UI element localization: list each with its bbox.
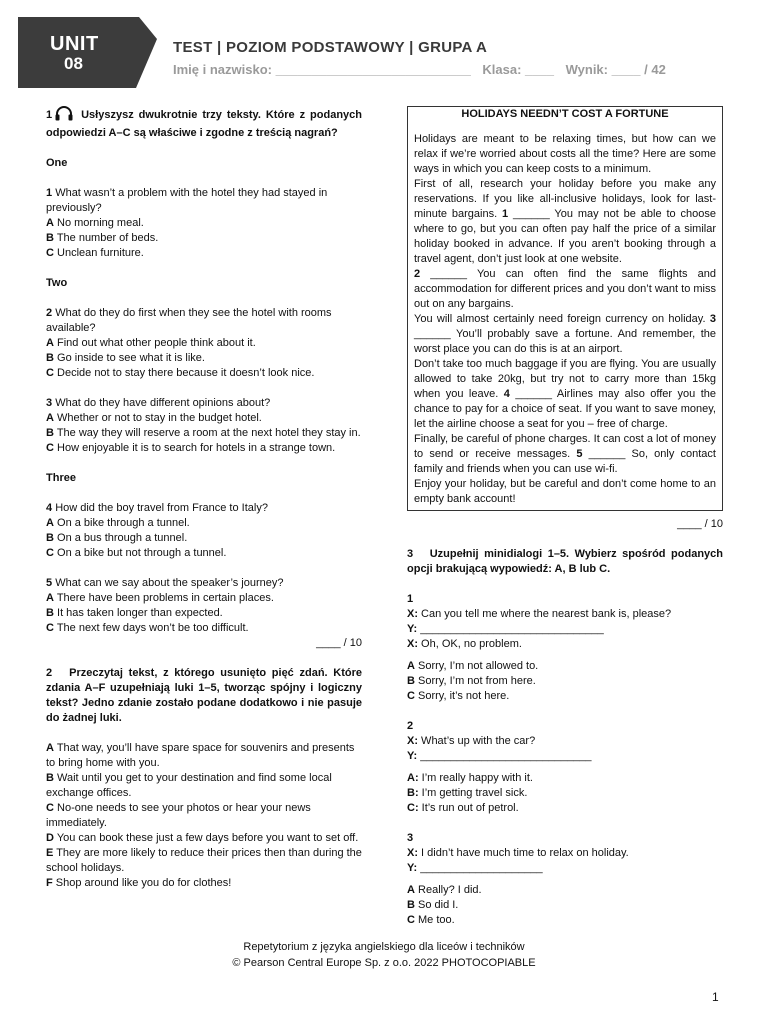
speaker-label: Y: bbox=[407, 862, 418, 874]
option-text: The number of beds. bbox=[56, 232, 159, 244]
option-text: Wait until you get to your destination and find some local exchange offices. bbox=[46, 772, 332, 799]
option-text: No morning meal. bbox=[57, 217, 144, 229]
option-letter: B bbox=[46, 532, 54, 544]
instruction-text: Uzupełnij minidialogi 1–5. Wybierz spośród podanych opcji brakującą wypowiedź: A, B lub C. bbox=[407, 548, 723, 575]
option-letter: C: bbox=[407, 802, 419, 814]
dialogue-line bbox=[407, 749, 723, 764]
sentence-option bbox=[46, 846, 362, 876]
section-label: Two bbox=[46, 277, 68, 289]
speaker-label: X: bbox=[407, 847, 418, 859]
reading-text: ______ You’ll probably save a fortune. And remember, the worst place you can do this is at an airport. bbox=[414, 328, 716, 355]
gap-number: 2 bbox=[414, 268, 421, 280]
answer-option bbox=[407, 883, 723, 898]
dialogue-line bbox=[407, 846, 723, 861]
option-text: There have been problems in certain places. bbox=[56, 592, 274, 604]
option-letter: F bbox=[46, 877, 53, 889]
instruction-text: Usłyszysz dwukrotnie trzy teksty. Które z podanych odpowiedzi A–C są właściwe i zgodne z treścią nagrań? bbox=[46, 109, 362, 139]
dialogue-text: ____________________________ bbox=[417, 750, 592, 762]
exercise-number: 3 bbox=[407, 548, 414, 560]
option-text: You can book these just a few days before you want to set off. bbox=[56, 832, 359, 844]
sentence-option bbox=[46, 831, 362, 846]
reading-text-box bbox=[407, 106, 723, 511]
option-text: On a bus through a tunnel. bbox=[57, 532, 188, 544]
answer-option bbox=[46, 231, 362, 246]
option-text: On a bike but not through a tunnel. bbox=[57, 547, 227, 559]
answer-option bbox=[46, 336, 362, 351]
option-text: That way, you’ll have spare space for souvenirs and presents to bring home with you. bbox=[46, 742, 355, 769]
dialogue-line bbox=[407, 861, 723, 876]
gap-number: 5 bbox=[576, 448, 583, 460]
question-number: 1 bbox=[46, 187, 53, 199]
answer-option bbox=[407, 786, 723, 801]
option-text: So did I. bbox=[414, 899, 459, 911]
option-letter: B bbox=[46, 607, 54, 619]
option-letter: C bbox=[407, 690, 415, 702]
headphones-icon bbox=[54, 106, 74, 126]
dialogue-line bbox=[407, 607, 723, 622]
footer-line-1: Repetytorium z języka angielskiego dla liceów i techników bbox=[243, 941, 525, 953]
option-letter: C bbox=[46, 622, 54, 634]
option-text: Unclean furniture. bbox=[57, 247, 144, 259]
answer-option bbox=[46, 246, 362, 261]
option-letter: A bbox=[407, 660, 415, 672]
exercise-number: 2 bbox=[46, 667, 53, 679]
section-label: Three bbox=[46, 472, 76, 484]
reading-paragraph bbox=[414, 312, 716, 357]
option-text: Shop around like you do for clothes! bbox=[55, 877, 232, 889]
exercise-number: 1 bbox=[46, 109, 53, 121]
left-column bbox=[46, 106, 362, 891]
option-letter: A bbox=[46, 742, 54, 754]
reading-paragraph bbox=[414, 477, 716, 507]
question bbox=[46, 186, 362, 216]
exercise-1-body bbox=[46, 141, 362, 636]
option-letter: A bbox=[407, 884, 415, 896]
option-letter: B bbox=[46, 427, 54, 439]
answer-option bbox=[407, 674, 723, 689]
option-letter: B bbox=[46, 232, 54, 244]
dialogue-text: ______________________________ bbox=[417, 623, 604, 635]
answer-option bbox=[46, 426, 362, 441]
option-letter: A bbox=[46, 412, 54, 424]
speaker-label: X: bbox=[407, 608, 418, 620]
option-text: It has taken longer than expected. bbox=[57, 607, 223, 619]
dialogue-text: What’s up with the car? bbox=[418, 735, 536, 747]
option-text: Sorry, I’m not allowed to. bbox=[414, 660, 539, 672]
sentence-option bbox=[46, 801, 362, 831]
option-text: They are more likely to reduce their prices then than during the school holidays. bbox=[46, 847, 362, 874]
option-letter: C bbox=[46, 802, 54, 814]
option-letter: C bbox=[46, 367, 54, 379]
option-text: No-one needs to see your photos or hear your news immediately. bbox=[46, 802, 311, 829]
gap-number: 1 bbox=[502, 208, 509, 220]
answer-option bbox=[46, 591, 362, 606]
exercise-2-score: ____ / 10 bbox=[677, 518, 723, 530]
reading-body bbox=[414, 132, 716, 507]
option-letter: A bbox=[46, 592, 54, 604]
dialogue-line bbox=[407, 637, 723, 652]
answer-option bbox=[46, 621, 362, 636]
option-letter: B bbox=[46, 352, 54, 364]
sentence-option bbox=[46, 771, 362, 801]
dialogue-number: 2 bbox=[407, 720, 414, 732]
unit-badge bbox=[18, 17, 157, 88]
option-letter: B bbox=[46, 772, 54, 784]
option-text: Sorry, I’m not from here. bbox=[414, 675, 536, 687]
question-number: 2 bbox=[46, 307, 53, 319]
reading-text: Finally, be careful of phone charges. It can cost a lot of money to send or receive messages. bbox=[414, 433, 716, 460]
sentence-option bbox=[46, 876, 362, 891]
name-field: Imię i nazwisko: ___________________________ bbox=[173, 62, 471, 77]
speaker-label: X: bbox=[407, 638, 418, 650]
answer-option bbox=[46, 441, 362, 456]
exercise-2-options bbox=[46, 741, 362, 891]
reading-paragraph bbox=[414, 132, 716, 177]
option-text: The next few days won’t be too difficult. bbox=[56, 622, 249, 634]
unit-label: UNIT bbox=[50, 33, 99, 55]
reading-text: ______ So, only contact family and friends when you can use wi-fi. bbox=[414, 448, 716, 475]
option-text: I’m really happy with it. bbox=[418, 772, 533, 784]
unit-number: 08 bbox=[64, 54, 83, 73]
dialogue-number: 1 bbox=[407, 593, 414, 605]
exercise-3-body bbox=[407, 592, 723, 928]
instruction-text: Przeczytaj tekst, z którego usunięto pięć zdań. Które zdania A–F uzupełniają luki 1–5, tworząc spójny i logiczny tekst? Jedno zdanie zostało podane dodatkowo i nie pasuje do żadnej luki. bbox=[46, 667, 362, 724]
dialogue-line bbox=[407, 734, 723, 749]
page-number: 1 bbox=[712, 990, 719, 1004]
option-letter: C bbox=[46, 547, 54, 559]
question bbox=[46, 396, 362, 411]
question-text: What do they do first when they see the hotel with rooms available? bbox=[46, 307, 332, 334]
option-text: Go inside to see what it is like. bbox=[57, 352, 205, 364]
question-text: What can we say about the speaker’s journey? bbox=[55, 577, 284, 589]
option-letter: E bbox=[46, 847, 54, 859]
option-text: Whether or not to stay in the budget hotel. bbox=[57, 412, 262, 424]
answer-option bbox=[407, 771, 723, 786]
speaker-label: X: bbox=[407, 735, 418, 747]
answer-option bbox=[46, 606, 362, 621]
sentence-option bbox=[46, 741, 362, 771]
answer-option bbox=[46, 411, 362, 426]
answer-option bbox=[46, 366, 362, 381]
gap-number: 4 bbox=[503, 388, 510, 400]
reading-text: You will almost certainly need foreign currency on holiday. bbox=[414, 313, 710, 325]
reading-paragraph bbox=[414, 357, 716, 432]
footer-line-2: © Pearson Central Europe Sp. z o.o. 2022 PHOTOCOPIABLE bbox=[232, 957, 536, 969]
dialogue-line bbox=[407, 622, 723, 637]
option-text: The way they will reserve a room at the next hotel they stay in. bbox=[56, 427, 361, 439]
option-letter: C bbox=[46, 247, 54, 259]
answer-option bbox=[46, 351, 362, 366]
dialogue-text: I didn’t have much time to relax on holiday. bbox=[418, 847, 629, 859]
option-letter: A bbox=[46, 517, 54, 529]
speaker-label: Y: bbox=[407, 750, 418, 762]
question-text: How did the boy travel from France to Italy? bbox=[55, 502, 268, 514]
reading-text: ______ Airlines may also offer you the chance to pay for a choice of seat. If you want to save money, let the airline choose a seat for you – free of charge. bbox=[414, 388, 717, 430]
option-text: Really? I did. bbox=[414, 884, 482, 896]
answer-option bbox=[407, 898, 723, 913]
answer-option bbox=[46, 531, 362, 546]
option-text: I’m getting travel sick. bbox=[418, 787, 528, 799]
reading-text: ______ You may not be able to choose where to go, but you can often pay half the price of a similar holiday booked in advance. If you aren’t booking through a travel agent, don’t just look at one website. bbox=[414, 208, 716, 265]
gap-number: 3 bbox=[709, 313, 716, 325]
answer-option bbox=[407, 801, 723, 816]
option-letter: C bbox=[46, 442, 54, 454]
reading-paragraph bbox=[414, 432, 716, 477]
right-column bbox=[407, 106, 723, 928]
question bbox=[46, 306, 362, 336]
exercise-1-score: ____ / 10 bbox=[316, 637, 362, 649]
exercise-1-instruction bbox=[46, 106, 362, 141]
reading-text: First of all, research your holiday before you make any reservations. If you like all-inclusive holidays, look for last-minute bargains. bbox=[414, 178, 716, 220]
reading-title: HOLIDAYS NEEDN’T COST A FORTUNE bbox=[461, 108, 669, 120]
option-letter: A bbox=[46, 217, 54, 229]
option-text: Find out what other people think about it. bbox=[57, 337, 256, 349]
answer-option bbox=[46, 516, 362, 531]
exercise-2-instruction bbox=[46, 666, 362, 726]
option-letter: B bbox=[407, 899, 415, 911]
dialogue-number: 3 bbox=[407, 832, 414, 844]
option-letter: C bbox=[407, 914, 415, 926]
option-text: Decide not to stay there because it doesn’t look nice. bbox=[57, 367, 315, 379]
question-number: 5 bbox=[46, 577, 53, 589]
option-letter: B bbox=[407, 675, 415, 687]
option-text: Me too. bbox=[414, 914, 455, 926]
dialogue-text: Oh, OK, no problem. bbox=[418, 638, 522, 650]
answer-option bbox=[46, 546, 362, 561]
answer-option bbox=[407, 913, 723, 928]
question-number: 3 bbox=[46, 397, 53, 409]
exercise-3-instruction bbox=[407, 547, 723, 577]
answer-option bbox=[407, 659, 723, 674]
question-text: What wasn’t a problem with the hotel they had stayed in previously? bbox=[46, 187, 328, 214]
question bbox=[46, 501, 362, 516]
question-text: What do they have different opinions about? bbox=[55, 397, 271, 409]
reading-text: ______ You can often find the same flights and accommodation for different prices and you don’t want to miss out on any bargains. bbox=[414, 268, 716, 310]
option-text: Sorry, it’s not here. bbox=[414, 690, 510, 702]
option-letter: A: bbox=[407, 772, 419, 784]
section-label: One bbox=[46, 157, 68, 169]
answer-option bbox=[46, 216, 362, 231]
reading-text: Enjoy your holiday, but be careful and don’t come home to an empty bank account! bbox=[414, 478, 716, 505]
reading-text: Don’t take too much baggage if you are flying. You are usually allowed to take 20kg, but try not to carry more than 15kg when you leave. bbox=[414, 358, 716, 400]
question-number: 4 bbox=[46, 502, 53, 514]
option-text: It’s run out of petrol. bbox=[418, 802, 519, 814]
reading-paragraph bbox=[414, 177, 716, 267]
score-field: Wynik: ____ / 42 bbox=[565, 62, 666, 77]
class-field: Klasa: ____ bbox=[482, 62, 554, 77]
speaker-label: Y: bbox=[407, 623, 418, 635]
option-letter: D bbox=[46, 832, 54, 844]
student-info-line bbox=[173, 62, 674, 77]
answer-option bbox=[407, 689, 723, 704]
test-title: TEST | POZIOM PODSTAWOWY | GRUPA A bbox=[173, 39, 488, 56]
option-text: On a bike through a tunnel. bbox=[57, 517, 190, 529]
dialogue-text: Can you tell me where the nearest bank is, please? bbox=[418, 608, 672, 620]
dialogue-text: ____________________ bbox=[417, 862, 543, 874]
option-letter: B: bbox=[407, 787, 419, 799]
question bbox=[46, 576, 362, 591]
option-text: How enjoyable it is to search for hotels in a strange town. bbox=[57, 442, 336, 454]
reading-text: Holidays are meant to be relaxing times, but how can we relax if we’re worried about costs all the time? Here are some ways in which you can keep costs to a minimum. bbox=[414, 133, 716, 175]
reading-paragraph bbox=[414, 267, 716, 312]
option-letter: A bbox=[46, 337, 54, 349]
